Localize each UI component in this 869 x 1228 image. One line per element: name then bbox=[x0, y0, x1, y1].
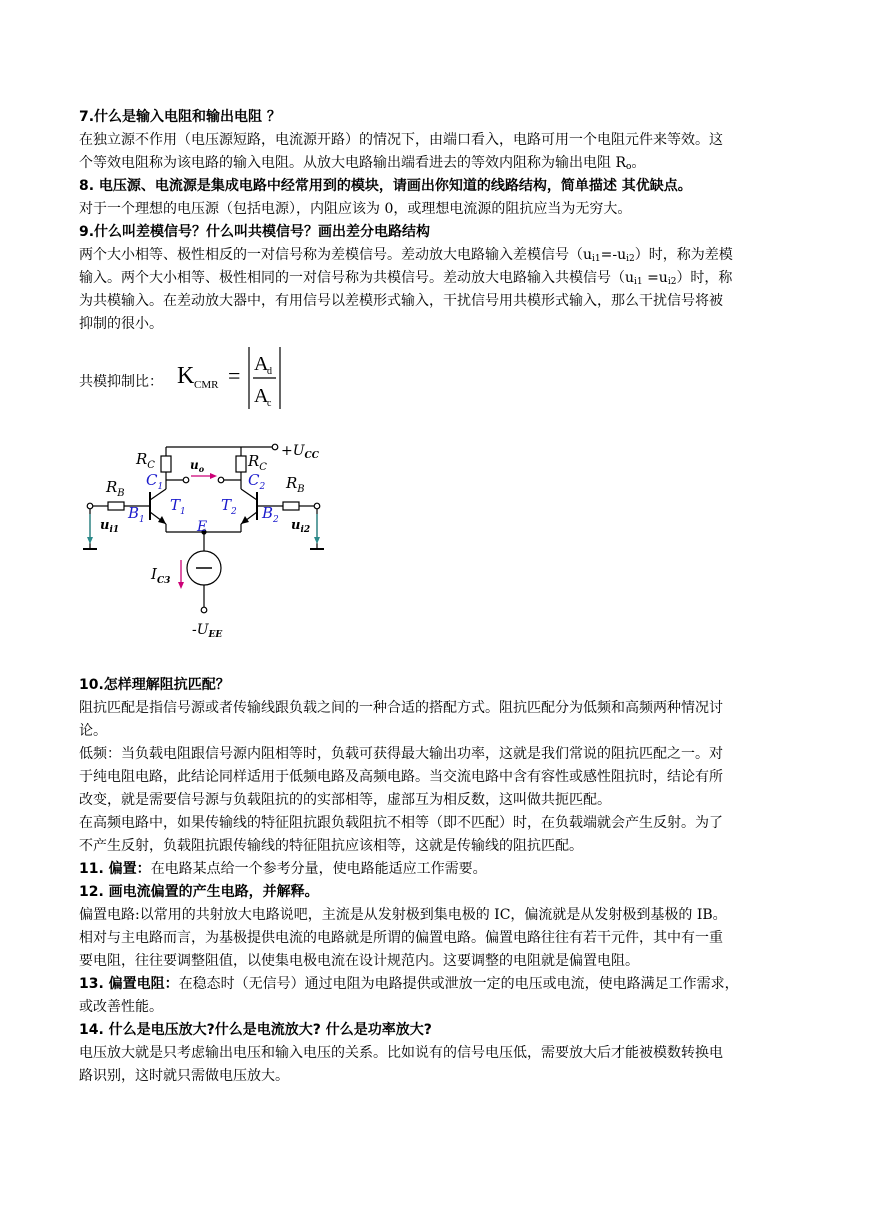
q10-line: 在高频电路中，如果传输线的特征阻抗跟负载阻抗不相等（即不匹配）时，在负载端就会产生反射。为了 bbox=[79, 815, 723, 831]
q11-heading: 11. 偏置： bbox=[79, 861, 151, 877]
formula-denominator-sub: c bbox=[267, 398, 272, 409]
q12-line: 相对与主电路而言，为基极提供电流的电路就是所谓的偏置电路。偏置电路往往有若干元件，其中有一重 bbox=[79, 930, 723, 946]
q10-line: 于纯电阻电路，此结论同样适用于低频电路及高频电路。当交流电路中含有容性或感性阻抗时，结论有所 bbox=[79, 769, 723, 785]
q14-line: 电压放大就是只考虑输出电压和输入电压的关系。比如说有的信号电压低，需要放大后才能被模数转换电 bbox=[79, 1045, 723, 1061]
label-e: E bbox=[197, 519, 208, 535]
emitter-arrow-left bbox=[158, 516, 166, 524]
differential-amplifier-diagram bbox=[78, 436, 348, 646]
label-rb-left: $R_B$ bbox=[106, 478, 125, 499]
q10-line: 阻抗匹配是指信号源或者传输线跟负载之间的一种合适的搭配方式。阻抗匹配分为低频和高频两种情况讨 bbox=[79, 700, 723, 716]
q9-text-line3: 为共模输入。在差动放大器中，有用信号以差模形式输入，干扰信号用共模形式输入，那么干扰信号将被 bbox=[79, 293, 723, 309]
label-rb-right: $R_B$ bbox=[286, 474, 305, 495]
formula-k-sub: CMR bbox=[194, 379, 219, 391]
q12-line: 要电阻，往往要调整阻值，以使集电极电流在设计规范内。这要调整的电阻就是偏置电阻。 bbox=[79, 953, 639, 969]
emitter-arrow-right bbox=[241, 516, 249, 524]
q10-line: 不产生反射，负载阻抗跟传输线的特征阻抗应该相等，这就是传输线的阻抗匹配。 bbox=[79, 838, 583, 854]
q10-line: 低频：当负载电阻跟信号源内阻相等时，负载可获得最大输出功率，这就是我们常说的阻抗匹配之一。对 bbox=[79, 746, 723, 762]
cmrr-label: 共模抑制比： bbox=[79, 374, 163, 390]
q13-text: 在稳态时（无信号）通过电阻为电路提供或泄放一定的电压或电流，使电路满足工作需求， bbox=[178, 976, 739, 992]
q8-text-line1: 对于一个理想的电压源（包括电源），内阻应该为 0，或理想电流源的阻抗应当为无穷大。 bbox=[79, 201, 632, 217]
formula-numerator-sub: d bbox=[267, 366, 272, 377]
q11-text: 在电路某点给一个参考分量，使电路能适应工作需要。 bbox=[150, 861, 487, 877]
label-rc-right: $R_C$ bbox=[248, 452, 267, 473]
formula-k: K bbox=[177, 363, 195, 389]
label-ic3: $I_{C3}$ bbox=[151, 565, 171, 586]
q7-heading: 7.什么是输入电阻和输出电阻 ？ bbox=[79, 109, 281, 125]
label-c1: $C_1$ bbox=[146, 471, 164, 492]
label-vee: $-U_{EE}$ bbox=[192, 622, 223, 640]
q7-text-line2: 个等效电阻称为该电路的输入电阻。从放大电路输出端看进去的等效内阻称为输出电阻 $R_o$。 bbox=[79, 155, 646, 172]
q12-heading: 12. 画电流偏置的产生电路，并解释。 bbox=[79, 884, 319, 900]
label-vcc: $+U_{CC}$ bbox=[281, 443, 319, 461]
q9-text-line4: 抑制的很小。 bbox=[79, 316, 163, 332]
label-uo: $u_o$ bbox=[190, 458, 205, 474]
q10-line: 论。 bbox=[79, 723, 107, 739]
q13-paragraph bbox=[79, 973, 739, 996]
q13-line2: 或改善性能。 bbox=[79, 999, 163, 1015]
formula-denominator: A bbox=[254, 385, 269, 407]
label-t2: $T_2$ bbox=[221, 496, 237, 517]
label-ui1: $u_{i1}$ bbox=[100, 518, 120, 535]
q14-heading: 14. 什么是电压放大?什么是电流放大? 什么是功率放大? bbox=[79, 1022, 432, 1038]
q10-line: 改变，就是需要信号源与负载阻抗的的实部相等，虚部互为相反数，这叫做共扼匹配。 bbox=[79, 792, 611, 808]
q11-paragraph bbox=[79, 858, 487, 881]
q9-text-line2: 输入。两个大小相等、极性相同的一对信号称为共模信号。差动放大电路输入共模信号$(u_{i1} =u_{i2})$时，称 bbox=[79, 270, 733, 287]
q14-line: 路识别，这时就只需做电压放大。 bbox=[79, 1068, 289, 1084]
q9-text-line1: 两个大小相等、极性相反的一对信号称为差模信号。差动放大电路输入差模信号$(u_{i1}=-u_{i2})$时，称为差模 bbox=[79, 247, 733, 264]
q9-heading: 9.什么叫差模信号？什么叫共模信号？画出差分电路结构 bbox=[79, 224, 431, 240]
formula-numerator: A bbox=[254, 353, 269, 375]
q13-heading: 13. 偏置电阻： bbox=[79, 976, 179, 992]
label-b2: $B_2$ bbox=[262, 504, 279, 525]
q8-heading: 8. 电压源、电流源是集成电路中经常用到的模块，请画出你知道的线路结构，简单描述 其优缺点。 bbox=[79, 178, 692, 194]
q10-heading: 10.怎样理解阻抗匹配？ bbox=[79, 677, 230, 693]
label-ui2: $u_{i2}$ bbox=[291, 518, 311, 535]
label-b1: $B_1$ bbox=[128, 504, 145, 525]
label-rc-left: $R_C$ bbox=[136, 450, 155, 471]
label-c2: $C_2$ bbox=[248, 471, 266, 492]
label-t1: $T_1$ bbox=[170, 496, 186, 517]
current-arrow bbox=[178, 560, 184, 589]
formula-equals: = bbox=[228, 363, 241, 388]
cmrr-formula bbox=[172, 343, 292, 413]
q12-line: 偏置电路:以常用的共射放大电路说吧，主流是从发射极到集电极的 IC，偏流就是从发射极到基极的 IB。 bbox=[79, 907, 727, 923]
q7-text-line1: 在独立源不作用（电压源短路，电流源开路）的情况下，由端口看入，电路可用一个电阻元件来等效。这 bbox=[79, 132, 723, 148]
